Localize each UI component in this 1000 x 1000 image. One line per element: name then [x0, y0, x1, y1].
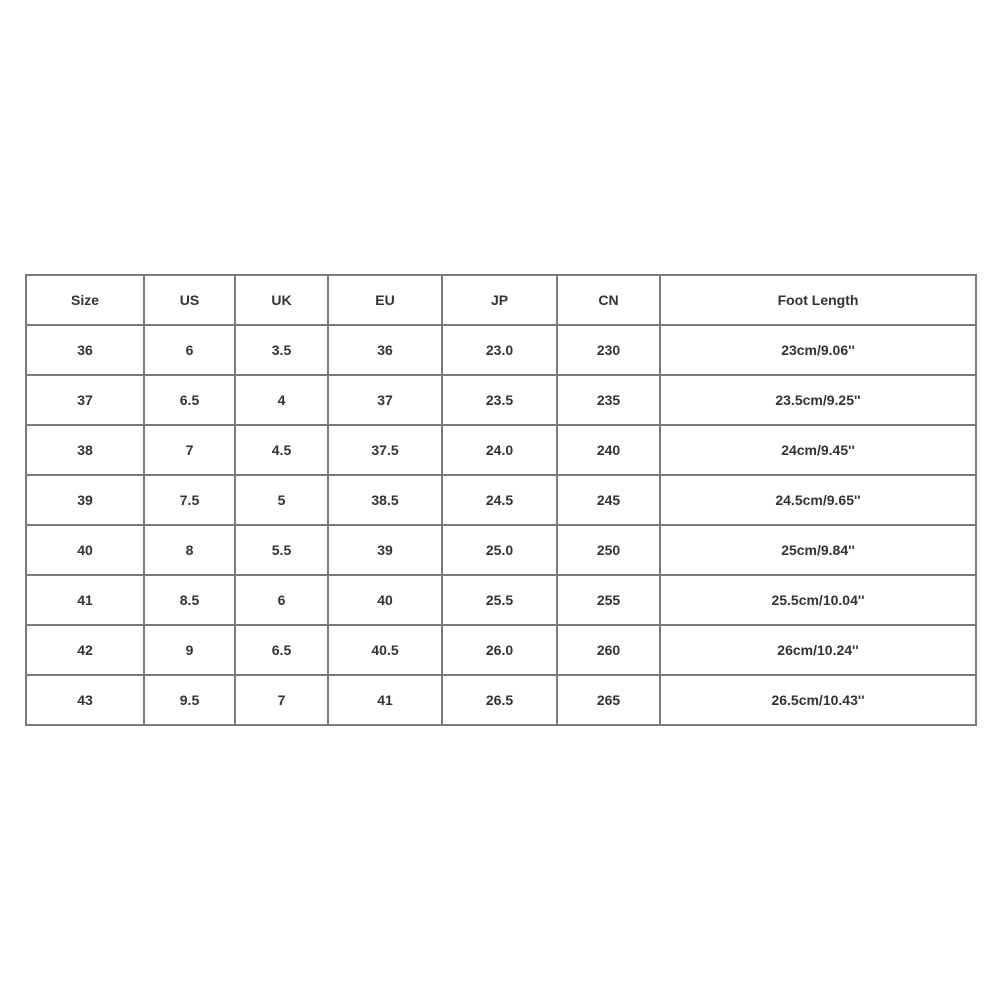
table-row [26, 325, 976, 375]
cell-us: 9.5 [144, 675, 235, 725]
table-row [26, 475, 976, 525]
cell-uk: 3.5 [235, 325, 328, 375]
cell-jp: 23.0 [442, 325, 557, 375]
cell-uk: 7 [235, 675, 328, 725]
table-row [26, 575, 976, 625]
cell-us: 8.5 [144, 575, 235, 625]
header-cell-eu: EU [328, 275, 442, 325]
cell-cn: 230 [557, 325, 660, 375]
cell-jp: 24.0 [442, 425, 557, 475]
table-row [26, 525, 976, 575]
cell-cn: 245 [557, 475, 660, 525]
header-cell-us: US [144, 275, 235, 325]
cell-uk: 4 [235, 375, 328, 425]
cell-size: 41 [26, 575, 144, 625]
cell-eu: 38.5 [328, 475, 442, 525]
cell-uk: 6.5 [235, 625, 328, 675]
cell-uk: 6 [235, 575, 328, 625]
header-cell-foot-length: Foot Length [660, 275, 976, 325]
cell-cn: 260 [557, 625, 660, 675]
cell-size: 42 [26, 625, 144, 675]
header-cell-cn: CN [557, 275, 660, 325]
size-chart-table [25, 274, 977, 726]
cell-cn: 250 [557, 525, 660, 575]
cell-jp: 23.5 [442, 375, 557, 425]
cell-foot-length: 23cm/9.06'' [660, 325, 976, 375]
cell-foot-length: 24cm/9.45'' [660, 425, 976, 475]
cell-us: 6.5 [144, 375, 235, 425]
cell-foot-length: 25.5cm/10.04'' [660, 575, 976, 625]
table-row [26, 675, 976, 725]
cell-cn: 255 [557, 575, 660, 625]
cell-size: 39 [26, 475, 144, 525]
cell-cn: 240 [557, 425, 660, 475]
table-row [26, 425, 976, 475]
cell-eu: 41 [328, 675, 442, 725]
cell-eu: 37 [328, 375, 442, 425]
cell-jp: 26.5 [442, 675, 557, 725]
cell-uk: 5 [235, 475, 328, 525]
table-row [26, 375, 976, 425]
cell-foot-length: 26cm/10.24'' [660, 625, 976, 675]
cell-size: 38 [26, 425, 144, 475]
cell-us: 7.5 [144, 475, 235, 525]
cell-us: 7 [144, 425, 235, 475]
cell-eu: 40 [328, 575, 442, 625]
cell-foot-length: 25cm/9.84'' [660, 525, 976, 575]
cell-us: 6 [144, 325, 235, 375]
cell-eu: 39 [328, 525, 442, 575]
cell-uk: 4.5 [235, 425, 328, 475]
cell-jp: 25.0 [442, 525, 557, 575]
header-cell-uk: UK [235, 275, 328, 325]
cell-us: 9 [144, 625, 235, 675]
cell-jp: 24.5 [442, 475, 557, 525]
header-row [26, 275, 976, 325]
cell-foot-length: 26.5cm/10.43'' [660, 675, 976, 725]
cell-jp: 26.0 [442, 625, 557, 675]
header-cell-jp: JP [442, 275, 557, 325]
cell-eu: 36 [328, 325, 442, 375]
cell-foot-length: 23.5cm/9.25'' [660, 375, 976, 425]
cell-us: 8 [144, 525, 235, 575]
cell-jp: 25.5 [442, 575, 557, 625]
cell-cn: 265 [557, 675, 660, 725]
cell-foot-length: 24.5cm/9.65'' [660, 475, 976, 525]
header-cell-size: Size [26, 275, 144, 325]
cell-size: 43 [26, 675, 144, 725]
cell-size: 40 [26, 525, 144, 575]
cell-uk: 5.5 [235, 525, 328, 575]
cell-cn: 235 [557, 375, 660, 425]
cell-size: 36 [26, 325, 144, 375]
cell-eu: 37.5 [328, 425, 442, 475]
table-row [26, 625, 976, 675]
cell-eu: 40.5 [328, 625, 442, 675]
cell-size: 37 [26, 375, 144, 425]
